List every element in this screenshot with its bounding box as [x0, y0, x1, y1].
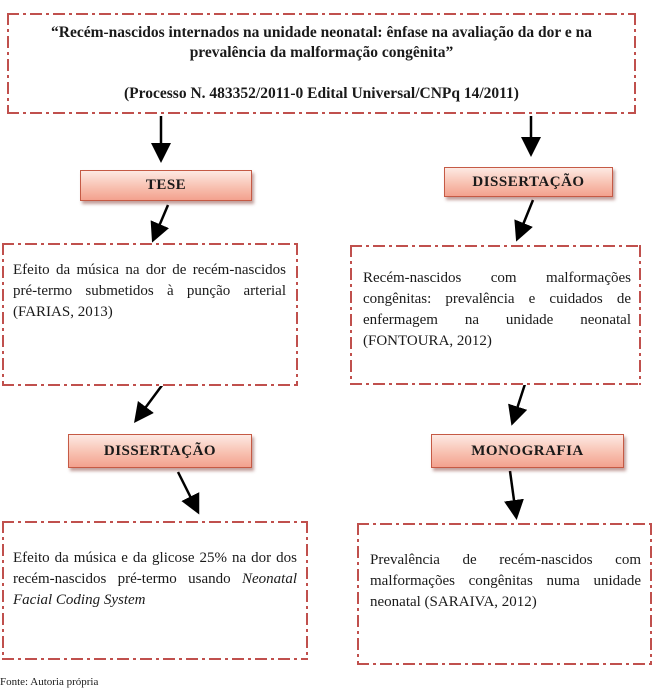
project-title-box [7, 13, 636, 114]
box-fontoura-text: Recém-nascidos com malformações congênitas: prevalência e cuidados de enfermagem na unidade neonatal (FONTOURA, 2012) [363, 270, 631, 349]
project-process: (Processo N. 483352/2011-0 Edital Universal/CNPq 14/2011) [124, 85, 519, 102]
label-dissertacao-right: DISSERTAÇÃO [444, 167, 613, 197]
footer-source: Fonte: Autoria própria [0, 676, 99, 688]
arrow-tese-to-box [154, 205, 168, 238]
box-saraiva-text: Prevalência de recém-nascidos com malformações congênitas numa unidade neonatal (SARAIVA, 2012) [370, 552, 641, 610]
box-efeito-glicose [2, 521, 308, 660]
label-monografia: MONOGRAFIA [431, 434, 624, 468]
box-fontoura [350, 245, 641, 385]
arrow-dissertacao-to-box2 [178, 472, 197, 510]
box-farias [2, 243, 298, 386]
box-farias-text: Efeito da música na dor de recém-nascidos pré-termo submetidos à punção arterial (FARIAS, 2013) [13, 262, 286, 320]
box-efeito-glicose-text [13, 548, 297, 611]
label-dissertacao-left: DISSERTAÇÃO [68, 434, 252, 468]
arrow-monografia-to-box2 [510, 471, 516, 515]
box-efeito-glicose-prefix: Efeito da música e da glicose 25% na dor dos recém-nascidos pré-termo usando [13, 550, 297, 587]
label-tese: TESE [80, 170, 252, 201]
box-efeito-glicose-italic: Neonatal Facial Coding System [13, 571, 297, 608]
arrow-box-to-monografia [513, 384, 525, 421]
arrow-box-to-dissertacao [137, 384, 163, 419]
arrow-dissertacao-to-box [518, 200, 533, 237]
box-saraiva [357, 523, 652, 665]
project-title: “Recém-nascidos internados na unidade neonatal: ênfase na avaliação da dor e na prevalência da malformação congênita” [51, 24, 592, 61]
